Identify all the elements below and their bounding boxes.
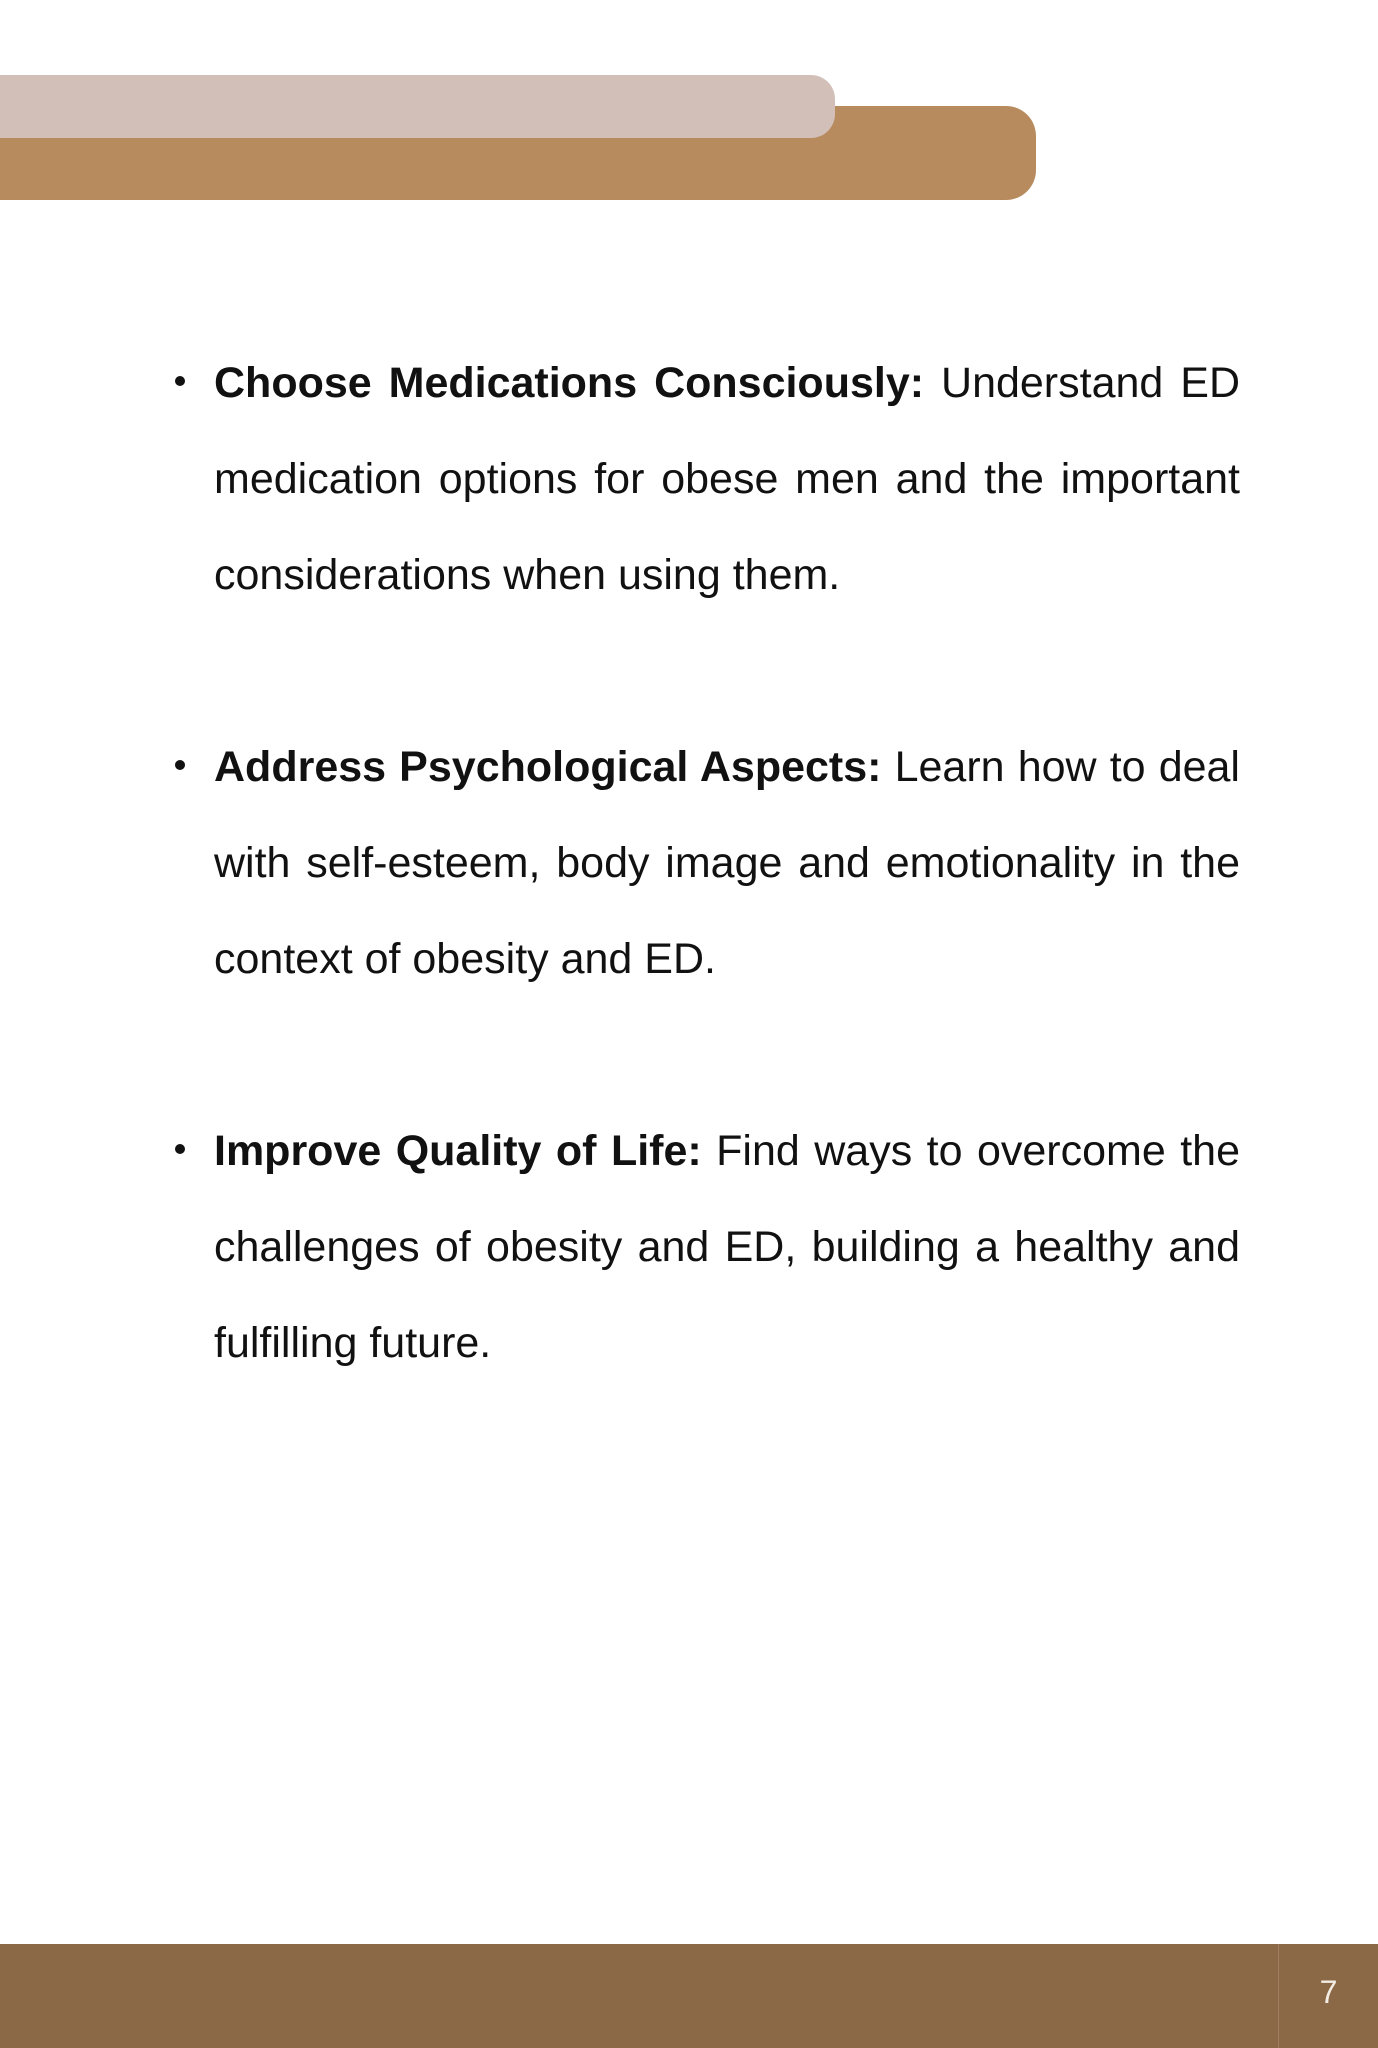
bullet-item-choose-medications [175,335,1240,623]
bullet-dot-icon [175,760,185,770]
bullet-dot-icon [175,1144,185,1154]
bullet-list [175,335,1240,1487]
bullet-item-quality-of-life [175,1103,1240,1391]
bullet-text: Find ways to overcome the challenges of obesity and ED, building a healthy and fulfilling future. [214,1127,1240,1367]
bullet-title: Address Psychological Aspects: [214,743,882,791]
bullet-text: Understand ED medication options for obese men and the important considerations when using them. [214,359,1240,599]
bullet-text: Learn how to deal with self-esteem, body image and emotionality in the context of obesity and ED. [214,743,1240,983]
page-number: 7 [1319,1974,1338,2010]
header-decorative-bar-front [0,75,835,138]
bullet-title: Choose Medications Consciously: [214,359,925,407]
bullet-item-psychological-aspects [175,719,1240,1007]
footer-bar [0,1944,1378,2048]
bullet-dot-icon [175,376,185,386]
bullet-title: Improve Quality of Life: [214,1127,702,1175]
